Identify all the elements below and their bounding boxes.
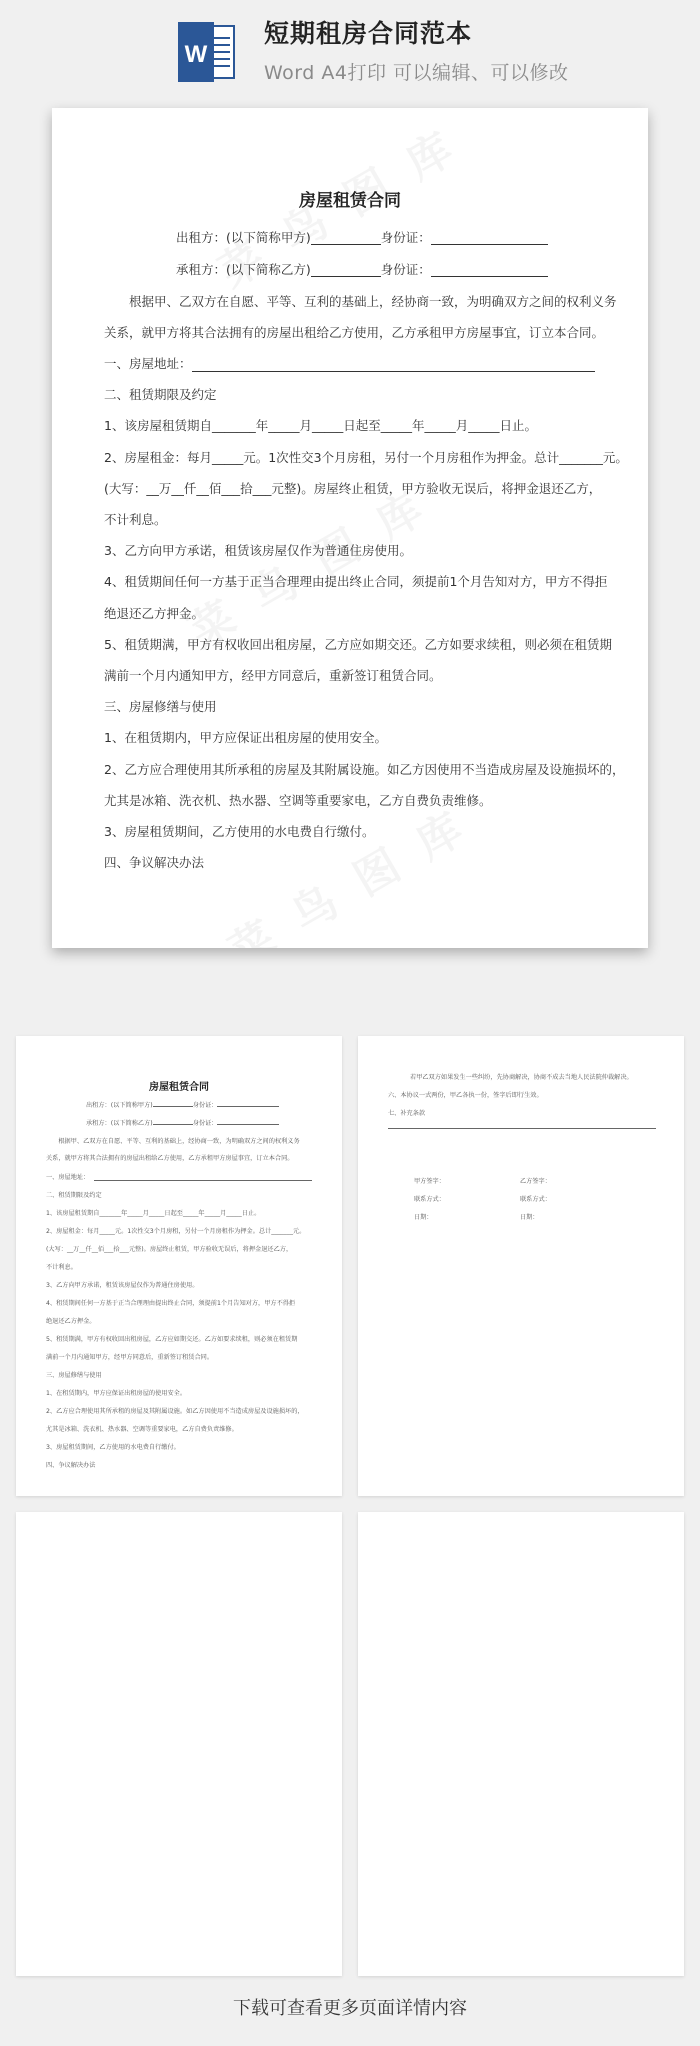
thumbnail-page-3[interactable] [16,1512,342,1976]
address-line [104,354,604,372]
thumb-line: 二、租赁期限及约定 [46,1192,102,1199]
lessor-label: 出租方：(以下简称甲方) [176,230,311,245]
thumb-line: 4、租赁期间任何一方基于正当合理理由提出终止合同，须提前1个月告知对方，甲方不得拒 [46,1300,296,1307]
thumb-line: 一、房屋地址： [46,1174,90,1181]
doc-line: 尤其是冰箱、洗衣机、热水器、空调等重要家电，乙方自费负责维修。 [104,793,492,808]
doc-line: 绝退还乙方押金。 [104,606,205,621]
lessee-label: 承租方：(以下简称乙方) [176,262,311,277]
doc-line: 3、房屋租赁期间，乙方使用的水电费自行缴付。 [104,824,375,839]
lessee-id-label: 身份证： [380,262,431,277]
contact-b: 联系方式： [520,1196,551,1203]
doc-line: 2、房屋租金：每月_____元。1次性交3个月房租，另付一个月房租作为押金。总计_______元。 [104,450,628,465]
section-heading: 二、租赁期限及约定 [104,387,217,402]
footer-download-note[interactable]: 下载可查看更多页面详情内容 [233,1998,467,2019]
date-b: 日期： [520,1214,539,1221]
thumb-line: 3、乙方向甲方承诺，租赁该房屋仅作为普通住房使用。 [46,1282,199,1289]
thumb-line: 六、本协议一式两份，甲乙各执一份，签字后即行生效。 [388,1092,543,1099]
thumb-line: 3、房屋租赁期间，乙方使用的水电费自行缴付。 [46,1444,180,1451]
contact-a: 联系方式： [414,1196,445,1203]
header-subtitle: Word A4打印 可以编辑、可以修改 [264,62,569,84]
document-title: 房屋租赁合同 [299,191,401,211]
word-logo-icon [178,20,236,84]
doc-line: 根据甲、乙双方在自愿、平等、互利的基础上，经协商一致，为明确双方之间的权利义务 [104,294,617,309]
thumb-supplement-blank [388,1128,656,1129]
thumb-line: (大写：__万__仟__佰___拾___元整)。房屋终止租赁，甲方验收无误后，将押金退还乙方， [46,1246,293,1253]
doc-line: 不计利息。 [104,512,167,527]
thumb-line: 不计利息。 [46,1264,77,1271]
thumb-lessor: 出租方：(以下简称甲方) 身份证： [86,1100,279,1109]
doc-line: 5、租赁期满，甲方有权收回出租房屋，乙方应如期交还。乙方如要求续租，则必须在租赁期 [104,637,612,652]
thumb-line: 三、房屋修缮与使用 [46,1372,102,1379]
address-label: 一、房屋地址： [104,356,192,371]
doc-line: 4、租赁期间任何一方基于正当合理理由提出终止合同，须提前1个月告知对方，甲方不得拒 [104,574,608,589]
doc-line: 2、乙方应合理使用其所承租的房屋及其附属设施。如乙方因使用不当造成房屋及设施损坏的， [104,762,625,777]
date-a: 日期： [414,1214,433,1221]
thumbnail-page-4[interactable] [358,1512,684,1976]
doc-line: 1、在租赁期内，甲方应保证出租房屋的使用安全。 [104,730,387,745]
doc-line: 满前一个月内通知甲方，经甲方同意后，重新签订租赁合同。 [104,668,442,683]
thumb-line: 根据甲、乙双方在自愿、平等、互利的基础上，经协商一致，为明确双方之间的权利义务 [46,1138,300,1145]
thumb-line: 绝退还乙方押金。 [46,1318,96,1325]
thumb-line: 5、租赁期满，甲方有权收回出租房屋，乙方应如期交还。乙方如要求续租，则必须在租赁期 [46,1336,298,1343]
thumb-line: 若甲乙双方如果发生一些纠纷，先协商解决，协商不成去当地人民法院仲裁解决。 [410,1074,633,1081]
header-title: 短期租房合同范本 [264,19,473,48]
lessee-name-blank [311,262,381,277]
thumb-line: 尤其是冰箱、洗衣机、热水器、空调等重要家电，乙方自费负责维修。 [46,1426,238,1433]
thumb-line: 2、乙方应合理使用其所承租的房屋及其附属设施。如乙方因使用不当造成房屋及设施损坏的， [46,1408,304,1415]
section-heading: 三、房屋修缮与使用 [104,699,217,714]
lessor-name-blank [311,230,381,245]
lessor-id-blank [431,230,548,245]
thumb-line: 1、在租赁期内，甲方应保证出租房屋的使用安全。 [46,1390,187,1397]
thumb-line: 满前一个月内通知甲方，经甲方同意后，重新签订租赁合同。 [46,1354,214,1361]
doc-line: 3、乙方向甲方承诺，租赁该房屋仅作为普通住房使用。 [104,543,412,558]
doc-line: 关系，就甲方将其合法拥有的房屋出租给乙方使用，乙方承租甲方房屋事宜，订立本合同。 [104,325,605,340]
thumb-lessee: 承租方：(以下简称乙方) 身份证： [86,1118,279,1127]
thumb-line: 四、争议解决办法 [46,1462,96,1469]
thumb-line: 关系，就甲方将其合法拥有的房屋出租给乙方使用，乙方承租甲方房屋事宜，订立本合同。 [46,1155,294,1162]
doc-line: (大写：__万__仟__佰___拾___元整)。房屋终止租赁，甲方验收无误后，将押金退还乙方， [104,481,602,496]
thumbnail-page-1[interactable] [16,1036,342,1496]
lessor-id-label: 身份证： [380,230,431,245]
lessee-id-blank [431,262,548,277]
thumb-address-blank [94,1180,312,1181]
doc-line: 1、该房屋租赁期自_______年_____月_____日起至_____年_____月_____日止。 [104,418,537,433]
thumb-line: 1、该房屋租赁期自_______年_____月_____日起至_____年_____月_____日止。 [46,1210,261,1217]
sign-a: 甲方签字： [414,1178,445,1185]
address-blank [192,357,595,372]
sign-b: 乙方签字： [520,1178,551,1185]
thumb-line: 2、房屋租金：每月_____元。1次性交3个月房租，另付一个月房租作为押金。总计_______元。 [46,1228,306,1235]
thumbnail-page-2[interactable] [358,1036,684,1496]
lessee-line [176,260,548,278]
thumb-line: 七、补充条款 [388,1110,426,1117]
section-heading: 四、争议解决办法 [104,855,205,870]
lessor-line [176,228,548,246]
thumb-title: 房屋租赁合同 [149,1082,209,1093]
document-page-1 [52,108,648,948]
logo-letter: W [184,41,208,68]
